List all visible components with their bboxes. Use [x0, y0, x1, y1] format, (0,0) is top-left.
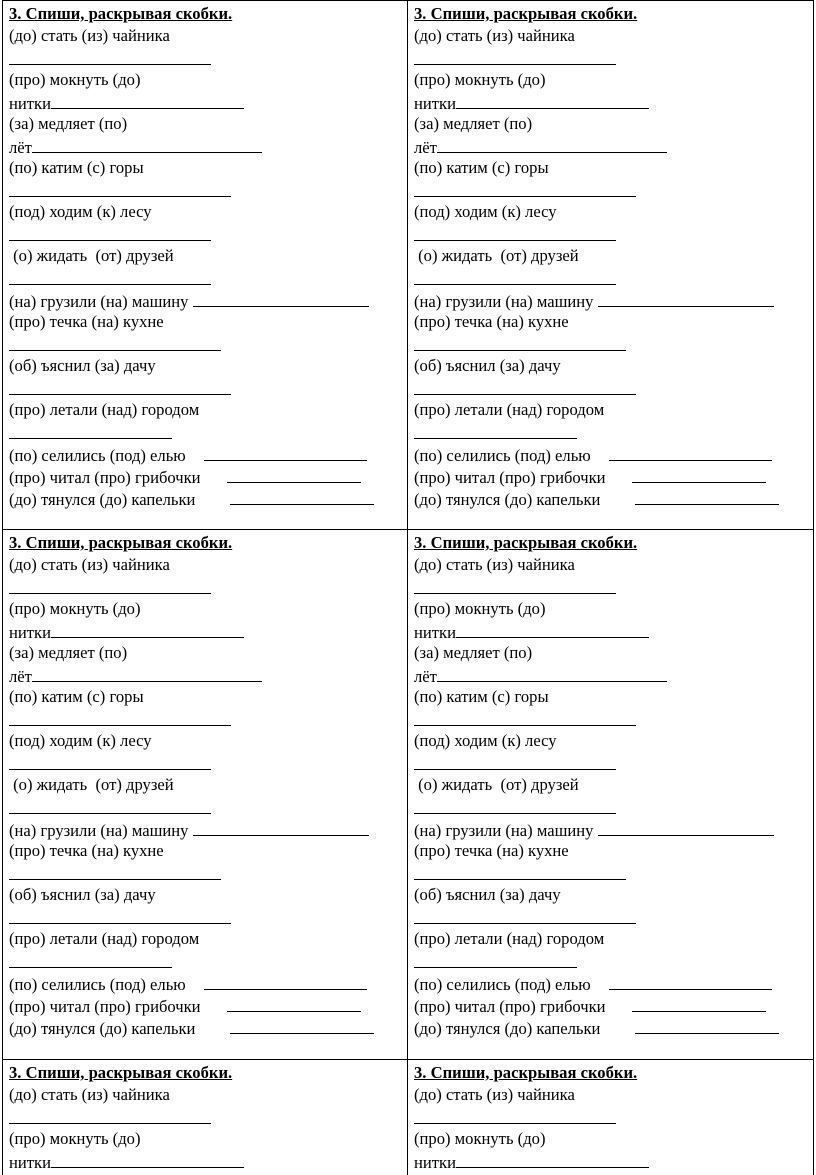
exercise-phrase: (до) стать (из) чайника [9, 1085, 170, 1104]
exercise-line [9, 730, 407, 752]
exercise-line [414, 377, 813, 399]
answer-blank-line[interactable] [632, 994, 766, 1012]
exercise-phrase: (по) селились (под) елью [9, 975, 190, 994]
exercise-phrase: (про) летали (над) городом [414, 929, 605, 948]
answer-blank-line[interactable] [9, 752, 211, 770]
exercise-phrase: (по) селились (под) елью [9, 446, 190, 465]
exercise-line [9, 686, 407, 708]
exercise-phrase: (об) ъяснил (за) дачу [9, 885, 156, 904]
exercise-line [9, 135, 407, 157]
exercise-line [9, 421, 407, 443]
exercise-phrase: нитки [414, 94, 456, 113]
answer-blank-line[interactable] [609, 972, 772, 990]
exercise-line [9, 1016, 407, 1038]
answer-blank-line[interactable] [609, 443, 772, 461]
exercise-line [414, 796, 813, 818]
answer-blank-line[interactable] [414, 708, 636, 726]
exercise-line [9, 774, 407, 796]
exercise-line [414, 465, 813, 487]
answer-blank-line[interactable] [230, 487, 374, 505]
exercise-phrase: (на) грузили (на) машину [9, 821, 193, 840]
exercise-line [9, 113, 407, 135]
exercise-line [414, 245, 813, 267]
exercise-phrase: (на) грузили (на) машину [414, 292, 598, 311]
answer-blank-line[interactable] [414, 47, 616, 65]
answer-blank-line[interactable] [456, 91, 649, 109]
answer-blank-line[interactable] [635, 487, 779, 505]
answer-blank-line[interactable] [414, 421, 577, 439]
answer-blank-line[interactable] [9, 950, 172, 968]
exercise-line [414, 664, 813, 686]
exercise-phrase: (до) тянулся (до) капельки [9, 1019, 200, 1038]
exercise-phrase: (по) катим (с) горы [414, 158, 549, 177]
exercise-phrase: (об) ъяснил (за) дачу [414, 885, 561, 904]
exercise-phrase: (за) медляет (по) [9, 643, 128, 662]
exercise-phrase: (про) летали (над) городом [9, 400, 200, 419]
exercise-line [414, 311, 813, 333]
exercise-phrase: (за) медляет (по) [414, 643, 533, 662]
exercise-line [414, 91, 813, 113]
exercise-line [414, 25, 813, 47]
answer-blank-line[interactable] [414, 950, 577, 968]
exercise-phrase: (до) стать (из) чайника [9, 26, 170, 45]
exercise-phrase: (про) мокнуть (до) [414, 599, 546, 618]
exercise-line [9, 576, 407, 598]
exercise-line [414, 576, 813, 598]
exercise-card [2, 530, 408, 1060]
exercise-phrase: (про) мокнуть (до) [414, 70, 546, 89]
exercise-line [9, 664, 407, 686]
exercise-phrase: (про) летали (над) городом [414, 400, 605, 419]
exercise-phrase: (до) тянулся (до) капельки [414, 1019, 605, 1038]
answer-blank-line[interactable] [9, 796, 211, 814]
exercise-line [414, 884, 813, 906]
exercise-phrase: (до) тянулся (до) капельки [9, 490, 200, 509]
exercise-line [414, 1084, 813, 1106]
exercise-title: 3. Спиши, раскрывая скобки. [9, 1063, 233, 1082]
answer-blank-line[interactable] [456, 1150, 649, 1168]
exercise-line [414, 972, 813, 994]
exercise-phrase: (об) ъяснил (за) дачу [414, 356, 561, 375]
exercise-line [9, 355, 407, 377]
exercise-phrase: (до) тянулся (до) капельки [414, 490, 605, 509]
exercise-line [9, 289, 407, 311]
exercise-phrase: (на) грузили (на) машину [9, 292, 193, 311]
answer-blank-line[interactable] [635, 1016, 779, 1034]
worksheet-grid [2, 0, 814, 1175]
exercise-line [414, 487, 813, 509]
exercise-line [9, 25, 407, 47]
exercise-line [9, 818, 407, 840]
exercise-line [9, 91, 407, 113]
answer-blank-line[interactable] [51, 620, 244, 638]
answer-blank-line[interactable] [414, 862, 626, 880]
exercise-line [9, 1128, 407, 1150]
exercise-line [414, 1016, 813, 1038]
answer-blank-line[interactable] [414, 333, 626, 351]
exercise-line [9, 620, 407, 642]
exercise-line [414, 686, 813, 708]
exercise-line [414, 1150, 813, 1172]
exercise-line [9, 1106, 407, 1128]
exercise-line [9, 928, 407, 950]
answer-blank-line[interactable] [51, 1150, 244, 1168]
exercise-line [414, 862, 813, 884]
answer-blank-line[interactable] [9, 223, 211, 241]
answer-blank-line[interactable] [193, 289, 369, 307]
exercise-line [9, 796, 407, 818]
exercise-line [414, 994, 813, 1016]
exercise-line [414, 157, 813, 179]
exercise-phrase: (об) ъяснил (за) дачу [9, 356, 156, 375]
exercise-line [9, 311, 407, 333]
exercise-phrase: нитки [9, 94, 51, 113]
exercise-line [414, 1128, 813, 1150]
exercise-phrase: (на) грузили (на) машину [414, 821, 598, 840]
answer-blank-line[interactable] [414, 906, 636, 924]
answer-blank-line[interactable] [51, 91, 244, 109]
exercise-phrase: (до) стать (из) чайника [414, 1085, 575, 1104]
exercise-phrase: (про) мокнуть (до) [414, 1129, 546, 1148]
exercise-line [9, 223, 407, 245]
exercise-line [9, 906, 407, 928]
exercise-card [408, 0, 814, 530]
answer-blank-line[interactable] [437, 664, 667, 682]
answer-blank-line[interactable] [414, 796, 616, 814]
answer-blank-line[interactable] [414, 377, 636, 395]
answer-blank-line[interactable] [414, 223, 616, 241]
exercise-phrase: (до) стать (из) чайника [414, 26, 575, 45]
answer-blank-line[interactable] [437, 135, 667, 153]
answer-blank-line[interactable] [414, 752, 616, 770]
exercise-line [414, 69, 813, 91]
exercise-line [414, 201, 813, 223]
exercise-phrase: (про) течка (на) кухне [9, 841, 164, 860]
exercise-line [414, 554, 813, 576]
answer-blank-line[interactable] [632, 465, 766, 483]
exercise-line [9, 47, 407, 69]
exercise-phrase: (про) течка (на) кухне [414, 312, 569, 331]
exercise-card [408, 530, 814, 1060]
exercise-line [414, 113, 813, 135]
answer-blank-line[interactable] [193, 818, 369, 836]
exercise-phrase: (за) медляет (по) [414, 114, 533, 133]
exercise-line [9, 245, 407, 267]
exercise-line [414, 620, 813, 642]
exercise-phrase: (по) катим (с) горы [414, 687, 549, 706]
answer-blank-line[interactable] [32, 664, 262, 682]
answer-blank-line[interactable] [414, 267, 616, 285]
exercise-line [9, 598, 407, 620]
exercise-line [414, 774, 813, 796]
exercise-line [9, 862, 407, 884]
exercise-line [9, 972, 407, 994]
exercise-line [9, 752, 407, 774]
exercise-phrase: нитки [414, 623, 456, 642]
exercise-phrase: лёт [9, 138, 32, 157]
exercise-phrase: (о) жидать (от) друзей [414, 246, 579, 265]
exercise-line [414, 752, 813, 774]
exercise-line [414, 818, 813, 840]
exercise-line [9, 69, 407, 91]
exercise-phrase: (про) мокнуть (до) [9, 599, 141, 618]
exercise-phrase: (до) стать (из) чайника [414, 555, 575, 574]
exercise-line [9, 179, 407, 201]
exercise-phrase: (под) ходим (к) лесу [9, 202, 152, 221]
exercise-phrase: (под) ходим (к) лесу [9, 731, 152, 750]
exercise-phrase: (про) мокнуть (до) [9, 70, 141, 89]
exercise-phrase: (про) читал (про) грибочки [414, 468, 610, 487]
exercise-phrase: нитки [414, 1153, 456, 1172]
answer-blank-line[interactable] [9, 333, 221, 351]
exercise-card [2, 0, 408, 530]
answer-blank-line[interactable] [9, 1106, 211, 1124]
exercise-phrase: (про) мокнуть (до) [9, 1129, 141, 1148]
exercise-line [414, 421, 813, 443]
answer-blank-line[interactable] [204, 972, 367, 990]
exercise-line [414, 928, 813, 950]
answer-blank-line[interactable] [227, 465, 361, 483]
exercise-line [9, 950, 407, 972]
answer-blank-line[interactable] [9, 377, 231, 395]
exercise-line [9, 554, 407, 576]
exercise-line [9, 994, 407, 1016]
exercise-phrase: (про) течка (на) кухне [414, 841, 569, 860]
exercise-card [408, 1060, 814, 1175]
exercise-line [9, 1084, 407, 1106]
exercise-phrase: (по) катим (с) горы [9, 158, 144, 177]
exercise-line [414, 267, 813, 289]
exercise-phrase: (про) читал (про) грибочки [9, 997, 205, 1016]
exercise-line [414, 1106, 813, 1128]
exercise-title: 3. Спиши, раскрывая скобки. [414, 4, 638, 23]
exercise-phrase: (про) читал (про) грибочки [9, 468, 205, 487]
exercise-line [9, 333, 407, 355]
answer-blank-line[interactable] [9, 267, 211, 285]
exercise-phrase: (под) ходим (к) лесу [414, 202, 557, 221]
exercise-phrase: (за) медляет (по) [9, 114, 128, 133]
exercise-phrase: лёт [9, 667, 32, 686]
answer-blank-line[interactable] [9, 179, 231, 197]
exercise-line [414, 708, 813, 730]
exercise-line [414, 179, 813, 201]
exercise-line [9, 840, 407, 862]
exercise-phrase: (о) жидать (от) друзей [414, 775, 579, 794]
answer-blank-line[interactable] [598, 818, 774, 836]
exercise-line [9, 201, 407, 223]
exercise-line [9, 642, 407, 664]
exercise-title: 3. Спиши, раскрывая скобки. [414, 533, 638, 552]
exercise-phrase: (до) стать (из) чайника [9, 555, 170, 574]
answer-blank-line[interactable] [227, 994, 361, 1012]
answer-blank-line[interactable] [456, 620, 649, 638]
exercise-line [414, 906, 813, 928]
exercise-line [414, 333, 813, 355]
exercise-line [414, 223, 813, 245]
exercise-phrase: лёт [414, 667, 437, 686]
exercise-line [9, 1150, 407, 1172]
exercise-title: 3. Спиши, раскрывая скобки. [9, 4, 233, 23]
exercise-line [9, 884, 407, 906]
answer-blank-line[interactable] [414, 1106, 616, 1124]
answer-blank-line[interactable] [32, 135, 262, 153]
answer-blank-line[interactable] [9, 47, 211, 65]
answer-blank-line[interactable] [9, 708, 231, 726]
exercise-line [414, 355, 813, 377]
exercise-phrase: (о) жидать (от) друзей [9, 246, 174, 265]
exercise-phrase: (про) читал (про) грибочки [414, 997, 610, 1016]
exercise-phrase: лёт [414, 138, 437, 157]
exercise-line [9, 487, 407, 509]
exercise-title: 3. Спиши, раскрывая скобки. [414, 1063, 638, 1082]
exercise-line [414, 950, 813, 972]
exercise-phrase: (по) селились (под) елью [414, 975, 595, 994]
exercise-line [9, 443, 407, 465]
exercise-line [414, 730, 813, 752]
exercise-line [414, 840, 813, 862]
exercise-phrase: (по) катим (с) горы [9, 687, 144, 706]
exercise-line [9, 377, 407, 399]
exercise-line [414, 399, 813, 421]
exercise-line [414, 443, 813, 465]
exercise-line [414, 642, 813, 664]
exercise-phrase: (о) жидать (от) друзей [9, 775, 174, 794]
exercise-phrase: (про) летали (над) городом [9, 929, 200, 948]
exercise-line [9, 157, 407, 179]
exercise-phrase: нитки [9, 1153, 51, 1172]
exercise-line [414, 289, 813, 311]
exercise-line [9, 267, 407, 289]
answer-blank-line[interactable] [9, 576, 211, 594]
exercise-title: 3. Спиши, раскрывая скобки. [9, 533, 233, 552]
exercise-line [9, 399, 407, 421]
answer-blank-line[interactable] [204, 443, 367, 461]
answer-blank-line[interactable] [414, 179, 636, 197]
answer-blank-line[interactable] [9, 906, 231, 924]
exercise-line [414, 47, 813, 69]
exercise-phrase: (про) течка (на) кухне [9, 312, 164, 331]
exercise-phrase: (по) селились (под) елью [414, 446, 595, 465]
exercise-line [9, 465, 407, 487]
answer-blank-line[interactable] [9, 421, 172, 439]
exercise-line [414, 598, 813, 620]
answer-blank-line[interactable] [9, 862, 221, 880]
answer-blank-line[interactable] [230, 1016, 374, 1034]
exercise-card [2, 1060, 408, 1175]
exercise-phrase: (под) ходим (к) лесу [414, 731, 557, 750]
exercise-phrase: нитки [9, 623, 51, 642]
answer-blank-line[interactable] [414, 576, 616, 594]
answer-blank-line[interactable] [598, 289, 774, 307]
exercise-line [9, 708, 407, 730]
exercise-line [414, 135, 813, 157]
